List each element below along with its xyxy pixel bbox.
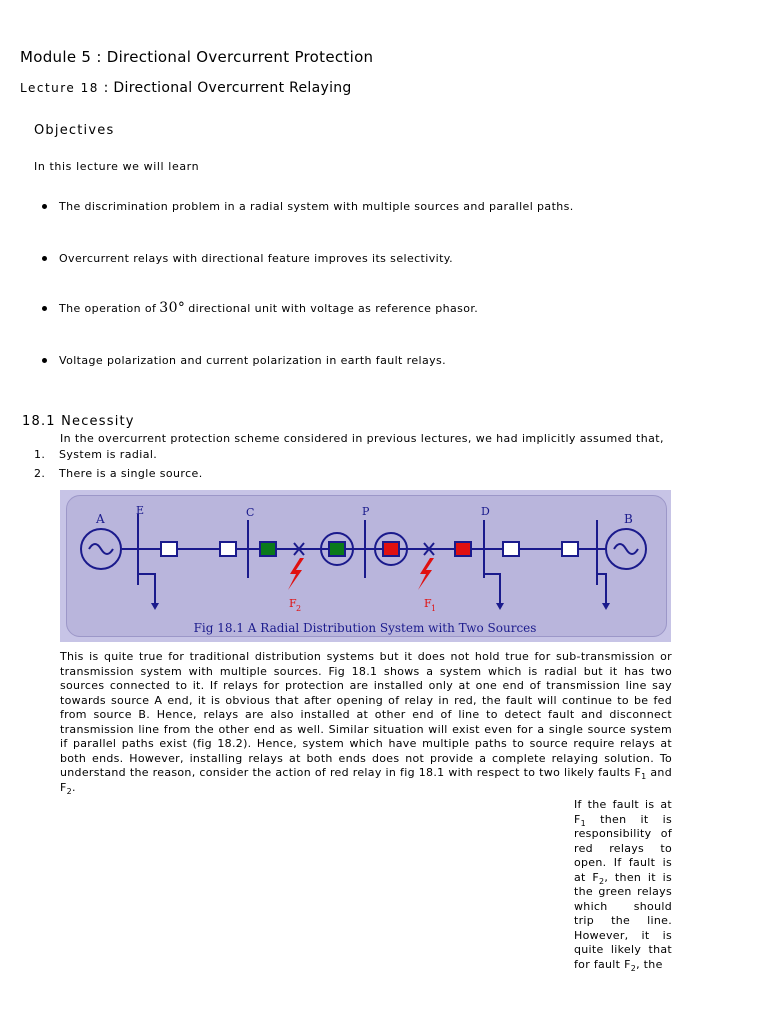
list-item: Voltage polarization and current polarization in earth fault relays. — [42, 354, 446, 367]
section-heading: 18.1 Necessity — [22, 414, 135, 429]
load-arrow-icon — [602, 603, 610, 610]
load-b — [597, 574, 606, 604]
load-arrow-icon — [496, 603, 504, 610]
objectives-intro: In this lecture we will learn — [34, 160, 200, 173]
numbered-item: 2. There is a single source. — [34, 467, 203, 480]
label-b: B — [624, 512, 633, 526]
label-p: P — [362, 505, 370, 518]
load-arrow-icon — [151, 603, 159, 610]
list-item: The operation of 30° directional unit with voltage as reference phasor. — [42, 300, 478, 316]
breaker-white — [161, 542, 177, 556]
label-f1-sub: 1 — [431, 604, 437, 613]
objectives-heading: Objectives — [34, 123, 115, 138]
breaker-red — [455, 542, 471, 556]
lightning-f2-icon — [288, 558, 304, 590]
bullet-icon — [42, 358, 47, 363]
label-f2-sub: 2 — [296, 604, 302, 613]
section-intro: In the overcurrent protection scheme considered in previous lectures, we had implicitly assumed that, — [60, 432, 664, 445]
label-f2: F — [289, 597, 297, 610]
load-e — [138, 574, 155, 604]
ac-symbol-icon — [614, 544, 638, 554]
list-item: Overcurrent relays with directional feature improves its selectivity. — [42, 252, 453, 265]
breaker-white — [503, 542, 519, 556]
body-paragraph: This is quite true for traditional distribution systems but it does not hold true for sub-transmission or transmission system with multiple sources. Fig 18.1 shows a system which is radial but it has two sources connected to it. If relays for protection are installed only at one end of transmission line say towards source A end, it is obvious that after opening of relay in red, the fault will continue to be fed from source B. Hence, relays are also installed at other end of line to detect fault and disconnect transmission line from the other end as well. Similar situation will exist even for a single source system if parallel paths exist (fig 18.2). Hence, system which have multiple paths to source require relays at both ends. However, installing relays at both ends does not provide a complete relaying solution. To understand the reason, consider the action of red relay in fig 18.1 with respect to two likely faults $F_1$ and $F_2$. — [60, 650, 672, 796]
bullet-icon — [42, 256, 47, 261]
numbered-item: 1. System is radial. — [34, 448, 158, 461]
label-c: C — [246, 506, 255, 519]
lecture-name: : Directional Overcurrent Relaying — [98, 80, 352, 96]
load-d — [484, 574, 500, 604]
lecture-number: Lecture 18 — [20, 81, 99, 95]
lightning-f1-icon — [418, 558, 434, 590]
bullet-icon — [42, 204, 47, 209]
breaker-red — [383, 542, 399, 556]
breaker-white — [220, 542, 236, 556]
bullet-icon — [42, 306, 47, 311]
lecture-title — [20, 80, 352, 96]
label-a: A — [96, 512, 105, 526]
label-f1: F — [424, 597, 432, 610]
radial-system-diagram — [60, 490, 671, 642]
figure-caption: Fig 18.1 A Radial Distribution System with Two Sources — [193, 621, 537, 635]
side-paragraph: If the fault is at $F_1$ then it is responsibility of red relays to open. If fault is at $F_2$, then it is the green relays which should trip the line. However, it is quite likely that for fault $F_2$, the — [574, 798, 672, 973]
module-title: Module 5 : Directional Overcurrent Protection — [20, 48, 374, 66]
breaker-white — [562, 542, 578, 556]
list-item: The discrimination problem in a radial system with multiple sources and parallel paths. — [42, 200, 574, 213]
ac-symbol-icon — [89, 544, 113, 554]
breaker-green — [260, 542, 276, 556]
label-e: E — [136, 504, 145, 517]
label-d: D — [481, 505, 490, 518]
figure-18-1 — [60, 490, 671, 642]
breaker-green — [329, 542, 345, 556]
